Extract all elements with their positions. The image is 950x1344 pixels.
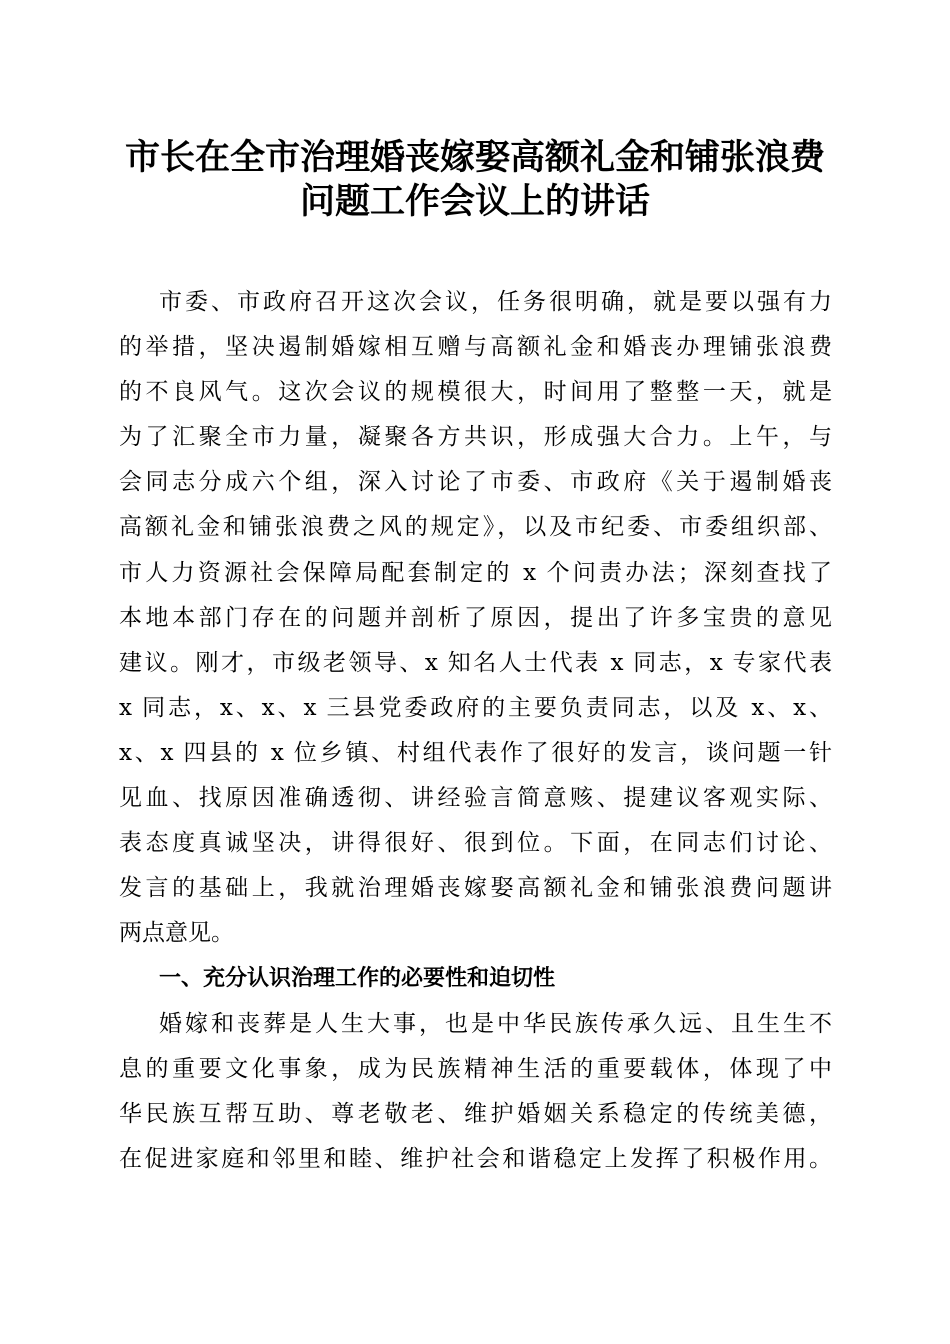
document-title-line-1: 市长在全市治理婚丧嫁娶高额礼金和铺张浪费 (124, 137, 825, 178)
paragraph-1-line: 的举措，坚决遏制婚嫁相互赠与高额礼金和婚丧办理铺张浪费 (119, 334, 832, 361)
paragraph-2-line: 华民族互帮互助、尊老敬老、维护婚姻关系稳定的传统美德， (119, 1100, 832, 1127)
paragraph-1-line: 的不良风气。这次会议的规模很大，时间用了整整一天，就是 (119, 379, 832, 406)
paragraph-1-line: 市人力资源社会保障局配套制定的 x 个问责办法；深刻查找了 (119, 559, 832, 586)
paragraph-1-line: x 同志，x、x、x 三县党委政府的主要负责同志，以及 x、x、 (119, 694, 832, 721)
paragraph-2-line: 息的重要文化事象，成为民族精神生活的重要载体，体现了中 (119, 1055, 832, 1082)
paragraph-2-line: 在促进家庭和邻里和睦、维护社会和谐稳定上发挥了积极作用。 (119, 1145, 832, 1172)
document-body (119, 280, 832, 1182)
document-title-line-2: 问题工作会议上的讲话 (299, 181, 650, 222)
paragraph-1-line: 会同志分成六个组，深入讨论了市委、市政府《关于遏制婚丧 (119, 469, 832, 496)
paragraph-1-line: 高额礼金和铺张浪费之风的规定》，以及市纪委、市委组织部、 (119, 514, 832, 541)
paragraph-1-line: 两点意见。 (119, 920, 234, 947)
paragraph-1-line: 表态度真诚坚决，讲得很好、很到位。下面，在同志们讨论、 (119, 830, 832, 857)
paragraph-1-line: 市委、市政府召开这次会议，任务很明确，就是要以强有力 (159, 289, 832, 315)
paragraph-1-line: 建议。刚才，市级老领导、x 知名人士代表 x 同志，x 专家代表 (119, 649, 832, 676)
paragraph-2-line: 婚嫁和丧葬是人生大事，也是中华民族传承久远、且生生不 (159, 1010, 832, 1037)
paragraph-1-line: 发言的基础上，我就治理婚丧嫁娶高额礼金和铺张浪费问题讲 (119, 875, 832, 902)
paragraph-1-line: x、x 四县的 x 位乡镇、村组代表作了很好的发言，谈问题一针 (119, 739, 832, 766)
paragraph-1-line: 为了汇聚全市力量，凝聚各方共识，形成强大合力。上午，与 (119, 424, 832, 451)
section-1-heading: 一、充分认识治理工作的必要性和迫切性 (159, 966, 556, 992)
paragraph-1-line: 本地本部门存在的问题并剖析了原因，提出了许多宝贵的意见 (119, 604, 832, 631)
paragraph-1-line: 见血、找原因准确透彻、讲经验言简意赅、提建议客观实际、 (119, 785, 832, 812)
